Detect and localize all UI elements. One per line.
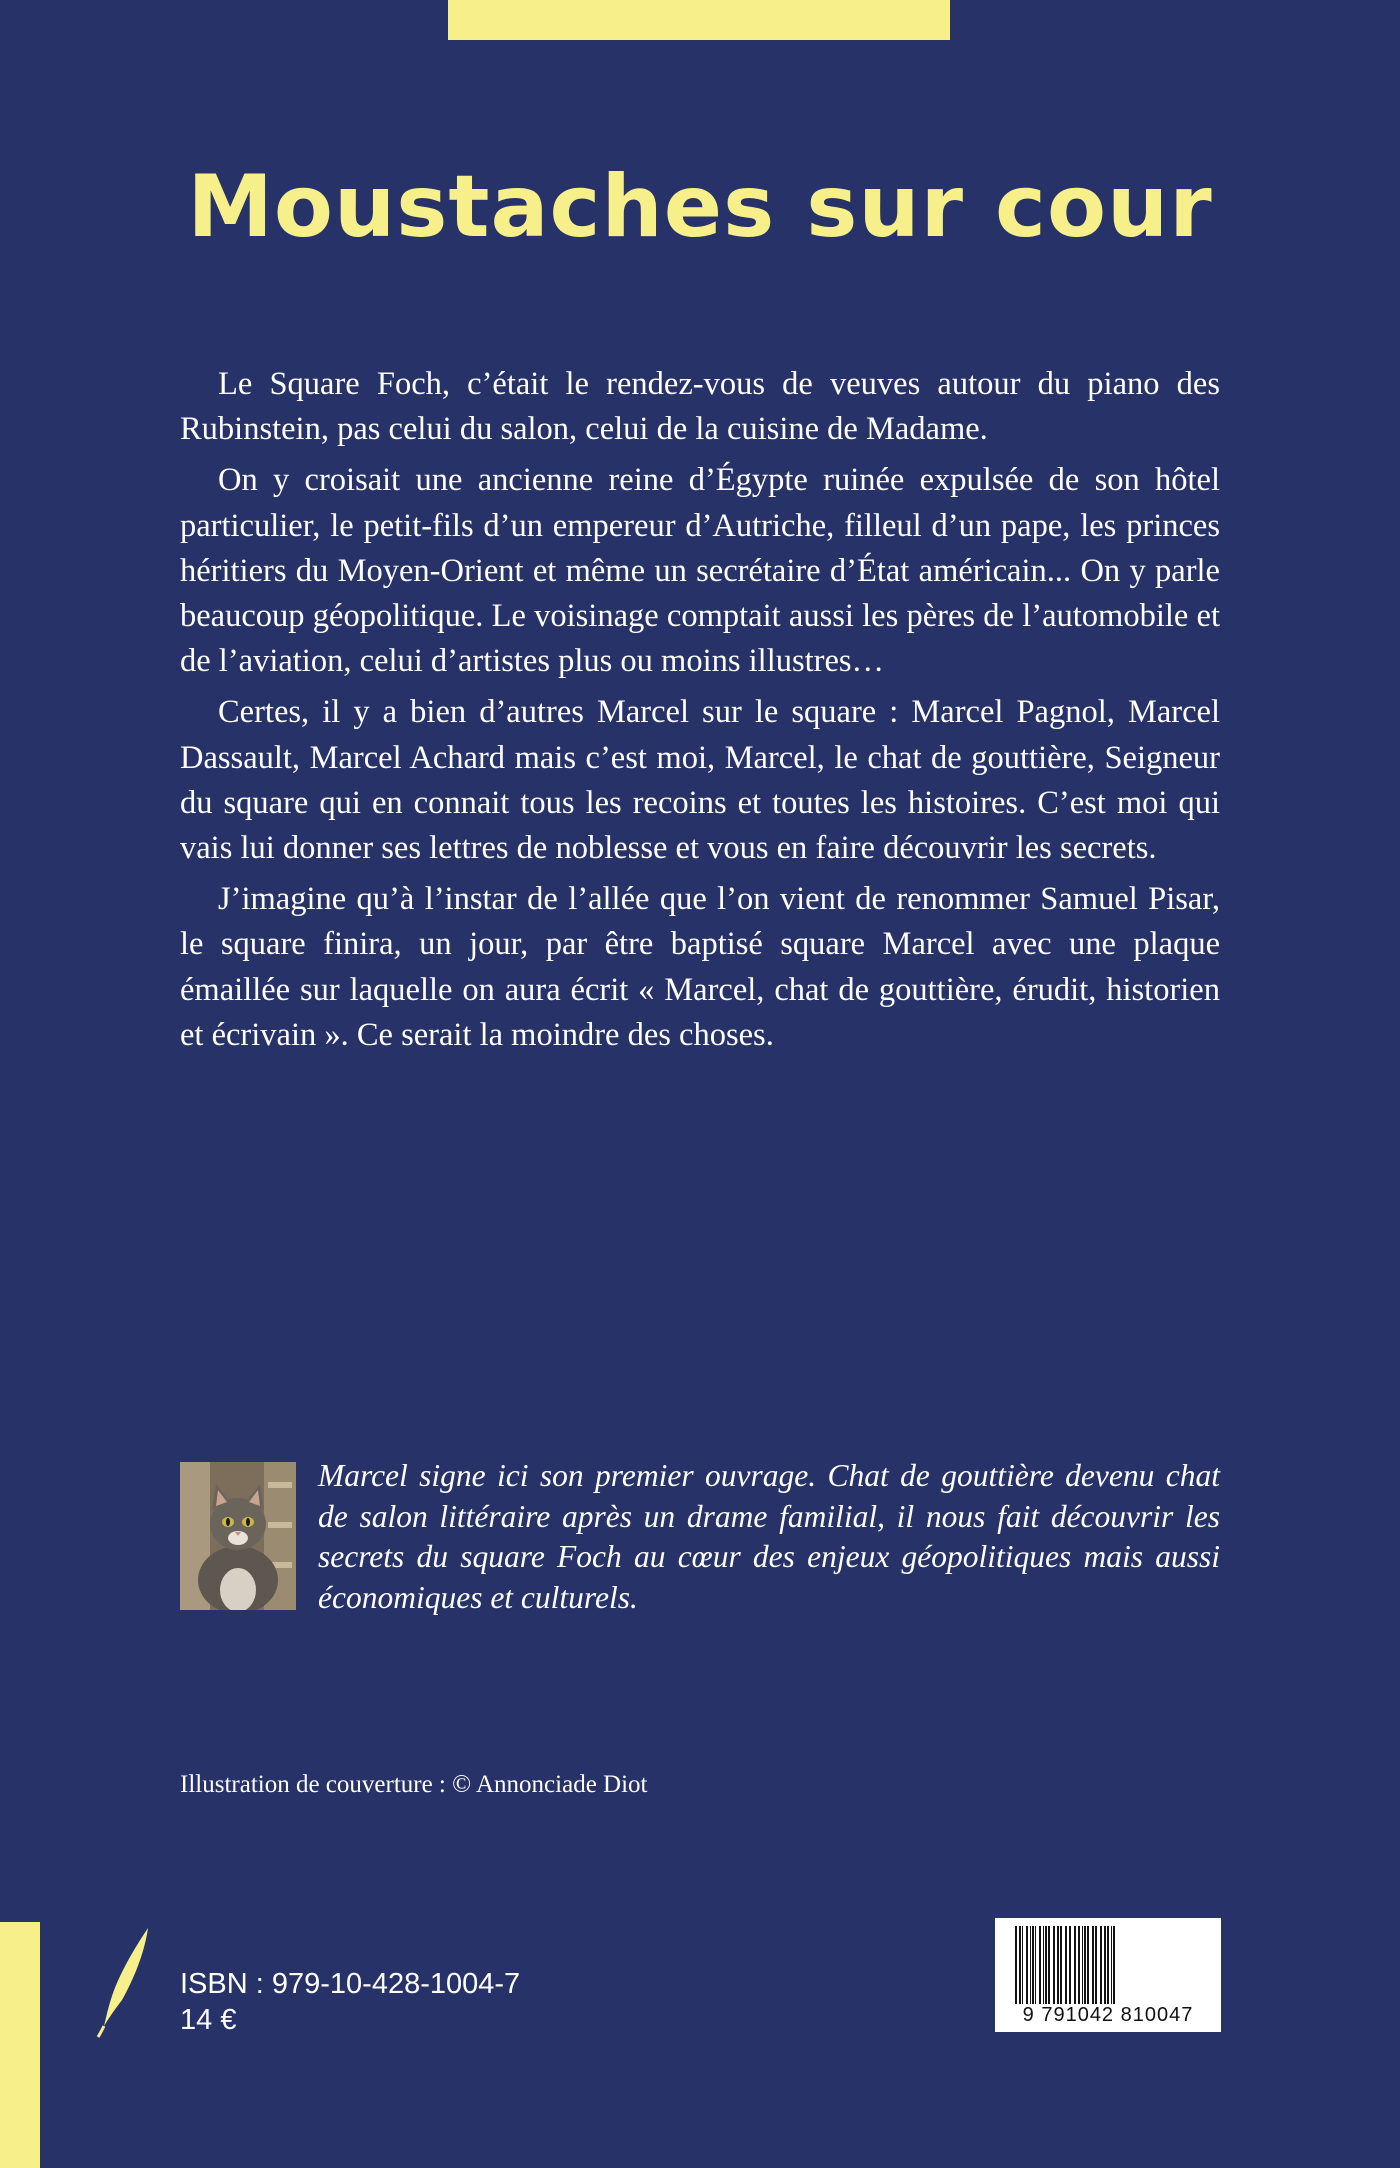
blurb-paragraph: Certes, il y a bien d’autres Marcel sur le square : Marcel Pagnol, Marcel Dassault, Marcel Achard mais c’est moi, Marcel, le chat de gouttière, Seigneur du square qui en connait tous les recoins et toutes les histoires. C’est moi qui vais lui donner ses lettres de noblesse et vous en faire découvrir les secrets. — [180, 694, 1220, 867]
author-bio — [318, 1456, 1220, 1618]
blurb-paragraph: On y croisait une ancienne reine d’Égypte ruinée expulsée de son hôtel particulier, le petit-fils d’un empereur d’Autriche, filleul d’un pape, les princes héritiers du Moyen-Orient et même un secrétaire d’État américain... On y parle beaucoup géopolitique. Le voisinage comptait aussi les pères de l’automobile et de l’aviation, celui d’artistes plus ou moins illustres… — [180, 462, 1220, 680]
book-title: Moustaches sur cour — [187, 157, 1213, 257]
cat-portrait-icon — [180, 1462, 296, 1610]
barcode-bars — [1005, 1926, 1209, 2004]
feather-quill-icon — [96, 1926, 156, 2038]
barcode-digits: 9 791042 810047 — [1022, 2004, 1194, 2026]
top-accent-band — [448, 0, 950, 40]
isbn-price-block — [180, 1966, 520, 2038]
isbn-number: ISBN : 979-10-428-1004-7 — [180, 1968, 521, 2000]
author-photo — [180, 1462, 296, 1610]
back-cover-blurb — [180, 362, 1220, 1064]
barcode — [995, 1918, 1221, 2032]
side-accent-band — [0, 1922, 40, 2168]
author-bio-text: Marcel signe ici son premier ouvrage. Chat de gouttière devenu chat de salon littéraire après un drame familial, il nous fait découvrir les secrets du square Foch au cœur des enjeux géopolitiques mais aussi économiques et culturels. — [318, 1458, 1220, 1615]
cover-illustration-credit: Illustration de couverture : © Annonciade Diot — [180, 1771, 648, 1798]
blurb-paragraph: J’imagine qu’à l’instar de l’allée que l’on vient de renommer Samuel Pisar, le square finira, un jour, par être baptisé square Marcel avec une plaque émaillée sur laquelle on aura écrit « Marcel, chat de gouttière, érudit, historien et écrivain ». Ce serait la moindre des choses. — [180, 881, 1220, 1053]
blurb-paragraph: Le Square Foch, c’était le rendez-vous de veuves autour du piano des Rubinstein, pas celui du salon, celui de la cuisine de Madame. — [180, 366, 1220, 448]
book-price: 14 € — [180, 2004, 237, 2036]
